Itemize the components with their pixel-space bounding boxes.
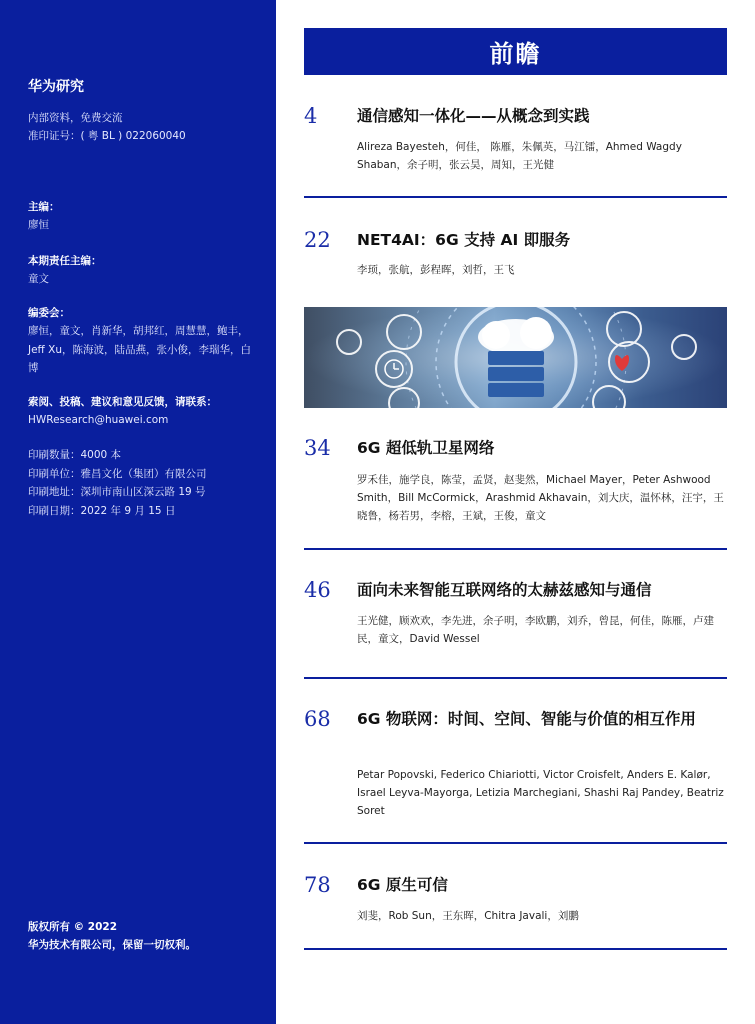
rights-reserved: 华为技术有限公司，保留一切权利。 [28,939,196,951]
contact-label: 索阅、投稿、建议和意见反馈，请联系： [28,396,217,408]
section-title: 前瞻 [489,40,542,68]
committee-list: 廖恒，童文，肖新华，胡邦红，周慧慧，鲍丰，Jeff Xu，陈海波，陆品燕，张小俊，李瑞华，白博 [28,325,251,374]
print-info [28,446,207,520]
page-number: 4 [304,104,318,128]
divider [304,948,727,950]
article-title[interactable]: 6G 原生可信 [357,876,448,894]
article-title[interactable]: 6G 物联网：时间、空间、智能与价值的相互作用 [357,710,696,728]
article-authors: 罗禾佳，施学良，陈莹，孟贤，赵斐然，Michael Mayer，Peter Ashwood Smith，Bill McCormick，Arashmid Akhavain，刘大庆，温怀林，汪宇，王晓鲁，杨若男，李榕，王斌，王俊，童文 [357,474,724,522]
divider [304,677,727,679]
page-number: 68 [304,707,331,731]
article-authors: 刘斐，Rob Sun，王东晖，Chitra Javali，刘鹏 [357,910,579,922]
contact-email[interactable]: HWResearch@huawei.com [28,414,169,426]
committee-label: 编委会： [28,307,70,319]
article-title[interactable]: 通信感知一体化——从概念到实践 [357,107,590,125]
copyright: 版权所有 © 2022 [28,921,118,933]
print-address: 印刷地址：深圳市南山区深云路 19 号 [28,486,206,498]
article-title[interactable]: 6G 超低轨卫星网络 [357,439,495,457]
print-quantity: 印刷数量：4000 本 [28,449,122,461]
divider [304,548,727,550]
divider [304,196,727,198]
article-authors: 李顼，张航，彭程晖，刘哲，王飞 [357,264,515,276]
page-number: 22 [304,228,331,252]
permit-number: 准印证号：( 粤 BL ) 022060040 [28,130,186,142]
copyright-block [28,918,196,954]
issue-editor: 童文 [28,273,49,285]
article-title[interactable]: NET4AI：6G 支持 AI 即服务 [357,231,571,249]
print-unit: 印刷单位：雅昌文化（集团）有限公司 [28,467,207,480]
article-authors: Alireza Bayesteh，何佳， 陈雁，朱佩英，马江镭，Ahmed Wagdy Shaban，余子明，张云昊，周知，王光健 [357,141,682,171]
internal-note: 内部资料，免费交流 [28,112,123,124]
article-authors: Petar Popovski, Federico Chiariotti, Victor Croisfelt, Anders E. Kalør, Israel Leyva-Mayorga, Letizia Marchegiani, Shashi Raj Pandey, Beatriz Soret [357,769,724,817]
brand-title: 华为研究 [28,79,84,95]
chief-editor-label: 主编： [28,201,60,213]
section-banner [304,28,727,75]
divider [304,842,727,844]
article-illustration [304,307,727,408]
page-number: 46 [304,578,331,602]
sidebar [0,0,276,1024]
article-authors: 王光健，顾欢欢，李先进，余子明，李欧鹏，刘乔，曾昆，何佳，陈雁，卢建民，童文，David Wessel [357,615,714,645]
page-number: 78 [304,873,331,897]
chief-editor: 廖恒 [28,219,49,231]
article-title[interactable]: 面向未来智能互联网络的太赫兹感知与通信 [357,581,652,599]
page-number: 34 [304,436,331,460]
print-date: 印刷日期：2022 年 9 月 15 日 [28,504,176,517]
issue-editor-label: 本期责任主编： [28,255,102,267]
cloud-network-illustration [304,307,727,408]
